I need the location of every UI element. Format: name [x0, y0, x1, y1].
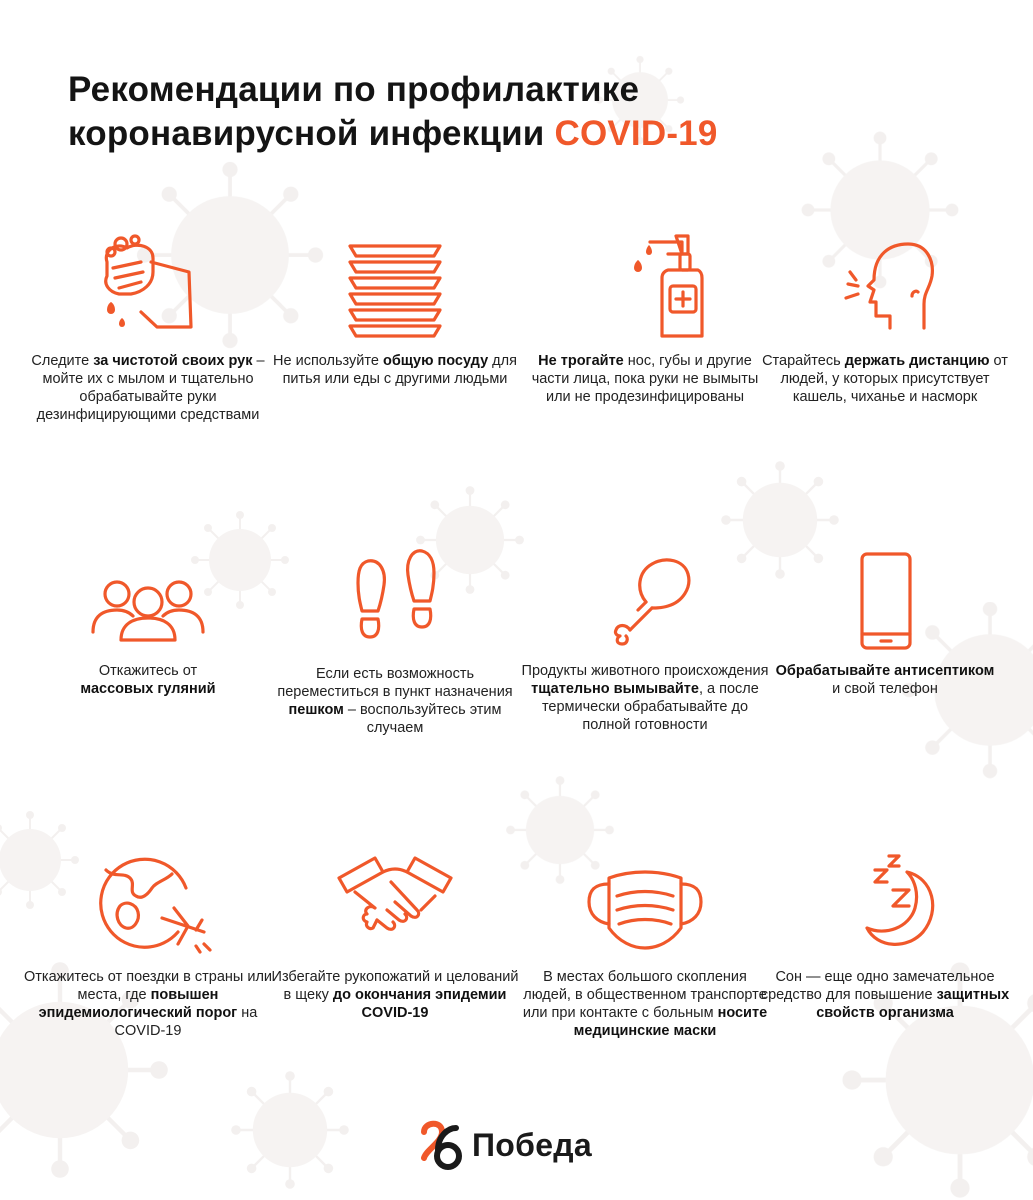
card-distance [760, 232, 1010, 406]
card-animal-products [520, 552, 770, 734]
page-title [68, 68, 718, 156]
card-text: Откажитесь от массовых гуляний [80, 663, 216, 697]
chicken-leg-icon [520, 552, 770, 652]
globe-plane-icon [23, 848, 273, 958]
card-text: Не трогайте нос, губы и другие части лица, пока руки не вымыты или не продезинфицированы [531, 353, 759, 405]
plates-stack-icon [270, 232, 520, 342]
sneezing-head-icon [760, 232, 1010, 342]
washing-hands-icon [23, 232, 273, 342]
card-text: Старайтесь держать дистанцию от людей, у которых присутствует кашель, чиханье и насморк [762, 353, 1008, 405]
card-text: Продукты животного происхождения тщательно вымывайте, а после термически обрабатывайте до полной готовности [521, 663, 769, 733]
crowd-icon [23, 552, 273, 652]
smartphone-icon [760, 550, 1010, 652]
card-handshake [270, 848, 520, 1022]
handshake-icon [270, 848, 520, 958]
card-text: Не используйте общую посуду для питья или еды с другими людьми [273, 353, 517, 387]
card-text: В местах большого скопления людей, в общественном транспорте или при контакте с больным носите медицинские маски [522, 969, 768, 1039]
sanitizer-bottle-icon [520, 232, 770, 342]
logo-wordmark: Победа [472, 1126, 593, 1163]
title-line-2 [68, 112, 718, 156]
title-line-2-text: коронавирусной инфекции [68, 114, 545, 153]
card-shared-dishes [270, 232, 520, 388]
footprints-icon [270, 545, 520, 655]
title-accent: COVID-19 [554, 114, 718, 153]
card-text: Избегайте рукопожатий и целований в щеку до окончания эпидемии COVID-19 [271, 969, 519, 1021]
card-mask [520, 858, 770, 1040]
logo-mark-icon [418, 1118, 464, 1172]
card-phone [760, 550, 1010, 698]
card-touch-face [520, 232, 770, 406]
pobeda-logo [418, 1118, 592, 1172]
card-mass-events [23, 552, 273, 698]
card-travel [23, 848, 273, 1040]
card-sleep [760, 848, 1010, 1022]
title-line-1: Рекомендации по профилактике [68, 70, 640, 109]
moon-sleep-icon [760, 848, 1010, 958]
medical-mask-icon [520, 858, 770, 958]
card-text: Если есть возможность переместиться в пункт назначения пешком – воспользуйтесь этим случаем [277, 666, 513, 736]
card-text: Обрабатывайте антисептиком и свой телефон [775, 663, 995, 697]
card-text: Откажитесь от поездки в страны или места, где повышен эпидемиологический порог на COVID-19 [23, 969, 273, 1039]
card-text: Сон — еще одно замечательное средство для повышение защитных свойств организма [760, 969, 1010, 1021]
card-text: Следите за чистотой своих рук – мойте их с мылом и тщательно обрабатывайте руки дезинфицирующими средствами [31, 353, 265, 423]
card-walk [270, 545, 520, 737]
card-hand-washing [23, 232, 273, 424]
